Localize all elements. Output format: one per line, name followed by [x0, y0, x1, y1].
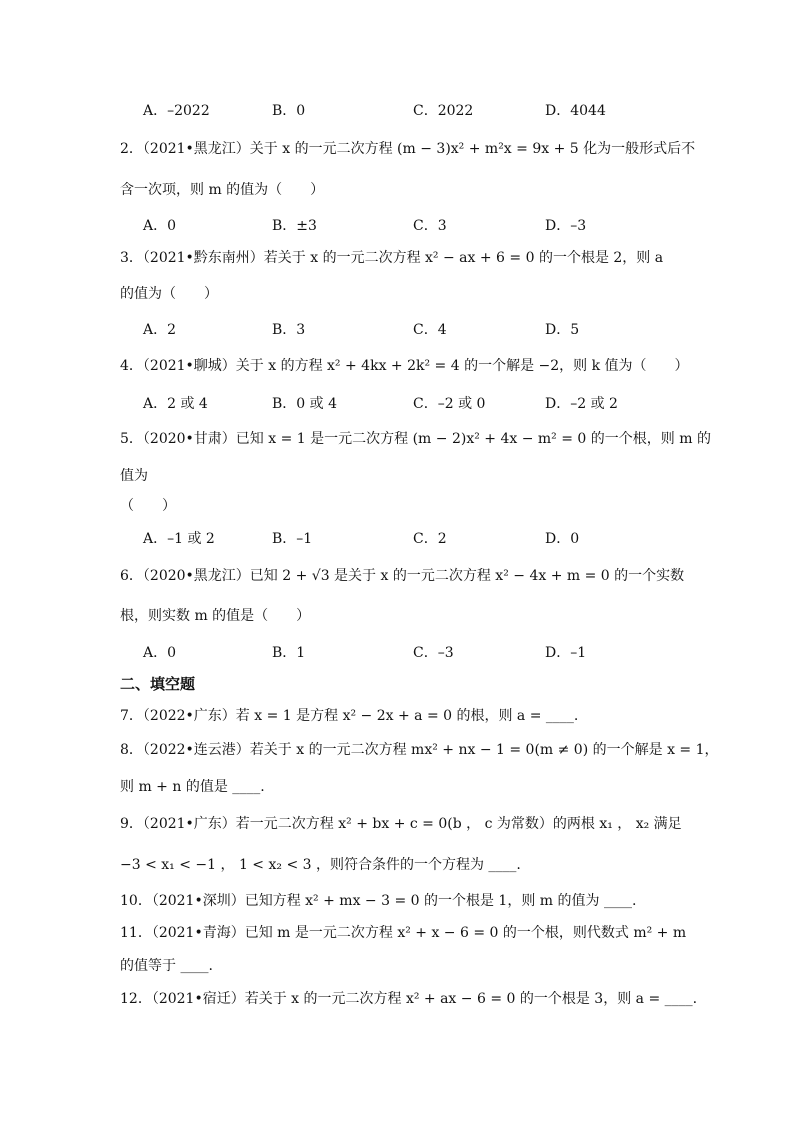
q5-option-c: C．2 [413, 531, 447, 547]
q3-stem-line1: 3．（2021•黔东南州）若关于 x 的一元二次方程 x² − ax + 6 = 0 的一个根是 2，则 a [120, 250, 664, 266]
q9-stem-line2: −3 < x₁ < −1 ， 1 < x₂ < 3 ，则符合条件的一个方程为 ____. [120, 857, 521, 873]
q5-option-b: B．–1 [272, 531, 313, 547]
q4-option-d: D．–2 或 2 [545, 396, 618, 412]
q6-option-b: B．1 [272, 645, 306, 661]
q5-stem-line3: （ ） [120, 498, 176, 514]
q8-stem-line1: 8．（2022•连云港）若关于 x 的一元二次方程 mx² + nx − 1 = 0(m ≠ 0) 的一个解是 x = 1， [120, 742, 719, 758]
q11-stem-line1: 11．（2021•青海）已知 m 是一元二次方程 x² + x − 6 = 0 的一个根，则代数式 m² + m [120, 925, 687, 941]
q6-stem-line2: 根，则实数 m 的值是（ ） [120, 608, 311, 624]
q6-option-c: C．–3 [413, 645, 454, 661]
q2-option-a: A．0 [143, 218, 177, 234]
q11-stem-line2: 的值等于 ____. [120, 958, 213, 974]
q2-option-c: C．3 [413, 218, 447, 234]
q2-option-d: D．–3 [545, 218, 587, 234]
q2-stem-line1: 2．（2021•黑龙江）关于 x 的一元二次方程 (m − 3)x² + m²x = 9x + 5 化为一般形式后不 [120, 141, 696, 157]
q12-stem: 12．（2021•宿迁）若关于 x 的一元二次方程 x² + ax − 6 = 0 的一个根是 3，则 a = ____. [120, 991, 698, 1007]
q10-stem: 10．（2021•深圳）已知方程 x² + mx − 3 = 0 的一个根是 1，则 m 的值为 ____. [120, 893, 637, 909]
q5-option-a: A．–1 或 2 [143, 531, 215, 547]
q2-stem-line2: 含一次项，则 m 的值为（ ） [120, 182, 325, 198]
q3-stem-line2: 的值为（ ） [120, 286, 218, 302]
q1-option-a: A．–2022 [143, 103, 210, 119]
q5-stem-line2: 值为 [120, 468, 148, 484]
q1-option-d: D．4044 [545, 103, 606, 119]
q5-option-d: D．0 [545, 531, 580, 547]
q6-option-d: D．–1 [545, 645, 587, 661]
q8-stem-line2: 则 m + n 的值是 ____. [120, 779, 265, 795]
q1-option-c: C．2022 [413, 103, 474, 119]
q4-option-b: B．0 或 4 [272, 396, 338, 412]
q6-stem-line1: 6．（2020•黑龙江）已知 2 + √3 是关于 x 的一元二次方程 x² − 4x + m = 0 的一个实数 [120, 568, 685, 584]
q1-option-b: B．0 [272, 103, 306, 119]
q5-stem-line1: 5．（2020•甘肃）已知 x = 1 是一元二次方程 (m − 2)x² + 4x − m² = 0 的一个根，则 m 的 [120, 431, 711, 447]
q4-option-c: C．–2 或 0 [413, 396, 486, 412]
q4-option-a: A．2 或 4 [143, 396, 208, 412]
q3-option-a: A．2 [143, 322, 177, 338]
q4-stem-line1: 4．（2021•聊城）关于 x 的方程 x² + 4kx + 2k² = 4 的一个解是 −2，则 k 值为（ ） [120, 358, 689, 374]
q3-option-c: C．4 [413, 322, 447, 338]
q7-stem: 7．（2022•广东）若 x = 1 是方程 x² − 2x + a = 0 的根，则 a = ____. [120, 708, 579, 724]
q2-option-b: B．±3 [272, 218, 317, 234]
q3-option-d: D．5 [545, 322, 580, 338]
q6-option-a: A．0 [143, 645, 177, 661]
section-heading-fill-in: 二、填空题 [120, 675, 196, 693]
q3-option-b: B．3 [272, 322, 306, 338]
q9-stem-line1: 9．（2021•广东）若一元二次方程 x² + bx + c = 0(b ， c 为常数）的两根 x₁ ， x₂ 满足 [120, 816, 682, 832]
